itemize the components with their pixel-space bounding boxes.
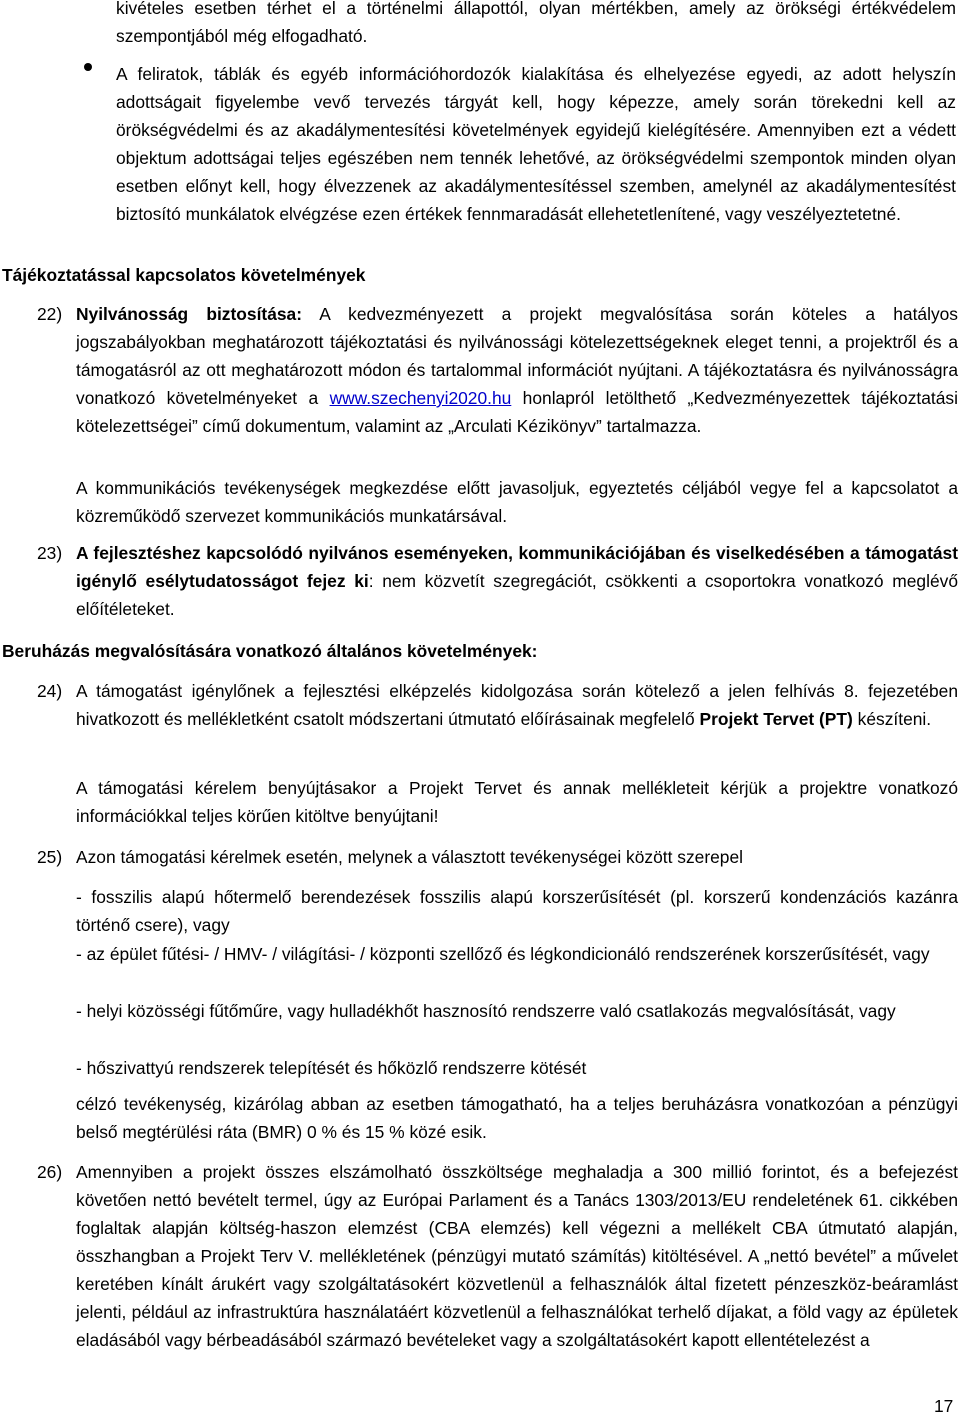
item-26-paragraph: Amennyiben a projekt összes elszámolható összköltsége meghaladja a 300 millió forintot, és a befejezést követően nettó bevételt termel, úgy az Európai Parlament és a Tanács 1303/2013/EU rendeletének 61. cikkében foglaltak alapján költség-haszon elemzést (CBA elemzés) kell végezni a mellékelt CBA útmutató alapján, összhangban a Projekt Terv V. mellékletének (pénzügyi mutató számítás) kitöltésével. A „nettó bevétel” a művelet keretében kínált árukért vagy szolgáltatásokért közvetlenül a felhasználók által fizetett pénzeszköz-beáramlást jelenti, például az infrastruktúra használatáért közvetlenül a felhasználókat terhelő díjakat, a föld vagy az épületek eladásából vagy bérbeadásából származó bevételeket vagy a szolgáltatásokért kapott ellentételezést a <box>76 1162 958 1350</box>
bullet-paragraph: A feliratok, táblák és egyéb információhordozók kialakítása és elhelyezése egyedi, az adott helyszín adottságait figyelembe vevő tervezés tárgyát kell, hogy képezze, amely során törekedni kell az örökségvédelmi és az akadálymentesítési követelmények egyidejű kielégítésére. Amennyiben ezt a védett objektum adottságai teljes egészében nem tennék lehetővé, az örökségvédelmi szempontok minden olyan esetben előnyt kell, hogy élvezzenek az akadálymentesítéssel szemben, amelynél az akadálymentesítést biztosító munkálatok elvégzése ezen értékek fennmaradását ellehetetlenítené, vagy veszélyeztetetné. <box>116 64 956 224</box>
item-22-bold-lead: Nyilvánosság biztosítása: <box>76 304 303 324</box>
page-number: 17 <box>934 1396 954 1416</box>
continuation-paragraph: kivételes esetben térhet el a történelmi állapottól, olyan mértékben, amely az örökségi értékvédelem szempontjából még elfogadható. <box>116 0 956 46</box>
item-number-25: 25) <box>37 847 63 867</box>
item-22-text-b: honlapról letölthető „Kedvezményezettek tájékoztatási kötelezettségei” című dokumentum, valamint az „Arculati Kézikönyv” tartalmazza. <box>76 388 958 436</box>
item-23-bold-lead: A fejlesztéshez kapcsolódó nyilvános eseményeken, kommunikációjában és viselkedésében a támogatást igénylő esélytudatosságot fejez ki <box>76 543 958 591</box>
section-heading-tajekoztatas: Tájékoztatással kapcsolatos követelmények <box>2 265 366 285</box>
item-24-text-a: A támogatást igénylőnek a fejlesztési elképzelés kidolgozása során kötelező a jelen felhívás 8. fejezetében hivatkozott és mellékletként csatolt módszertani útmutató előírásainak megfelelő <box>76 681 958 729</box>
bullet-icon <box>84 63 92 71</box>
item-24-bold: Projekt Tervet (PT) <box>699 709 853 729</box>
item-24-paragraph-2: A támogatási kérelem benyújtásakor a Projekt Tervet és annak mellékleteit kérjük a projektre vonatkozó információkkal teljes körűen kitöltve benyújtani! <box>76 778 958 826</box>
item-number-23: 23) <box>37 543 63 563</box>
item-number-24: 24) <box>37 681 63 701</box>
szechenyi-link[interactable]: www.szechenyi2020.hu <box>329 388 512 408</box>
item-25-paragraph: Azon támogatási kérelmek esetén, melynek a választott tevékenységei között szerepel <box>76 847 743 867</box>
item-24-paragraph <box>76 677 958 733</box>
item-25-list-item: - fosszilis alapú hőtermelő berendezések fosszilis alapú korszerűsítését (pl. korszerű kondenzációs kazánra történő csere), vagy <box>76 887 958 935</box>
item-25-list-item: - hőszivattyú rendszerek telepítését és hőközlő rendszerre kötését <box>76 1058 587 1078</box>
item-24-text-b: készíteni. <box>852 709 932 729</box>
section-heading-beruhazas: Beruházás megvalósítására vonatkozó általános követelmények: <box>2 641 538 661</box>
item-25-paragraph-2: célzó tevékenység, kizárólag abban az esetben támogatható, ha a teljes beruházásra vonatkozóan a pénzügyi belső megtérülési ráta (BMR) 0 % és 15 % közé esik. <box>76 1094 958 1142</box>
item-25-list-item: - helyi közösségi fűtőműre, vagy hulladékhőt hasznosító rendszerre való csatlakozás megvalósítását, vagy <box>76 1001 896 1021</box>
item-22-paragraph <box>76 300 958 440</box>
item-number-26: 26) <box>37 1162 63 1182</box>
item-23-paragraph <box>76 539 958 623</box>
item-22-paragraph-2: A kommunikációs tevékenységek megkezdése előtt javasoljuk, egyeztetés céljából vegye fel a kapcsolatot a közreműködő szervezet kommunikációs munkatársával. <box>76 478 958 526</box>
item-23-text: : nem közvetít szegregációt, csökkenti a csoportokra vonatkozó meglévő előítéleteket. <box>76 571 958 619</box>
item-25-list-item: - az épület fűtési- / HMV- / világítási- / központi szellőző és légkondicionáló rendszerének korszerűsítését, vagy <box>76 944 930 964</box>
item-number-22: 22) <box>37 304 63 324</box>
item-22-text-a: A kedvezményezett a projekt megvalósítása során köteles a hatályos jogszabályokban meghatározott tájékoztatási és nyilvánossági kötelezettségeknek eleget tenni, a projektről és a támogatásról az ott meghatározott módon és tartalommal információt nyújtani. A tájékoztatásra és nyilvánosságra vonatkozó követelményeket a <box>76 304 959 408</box>
